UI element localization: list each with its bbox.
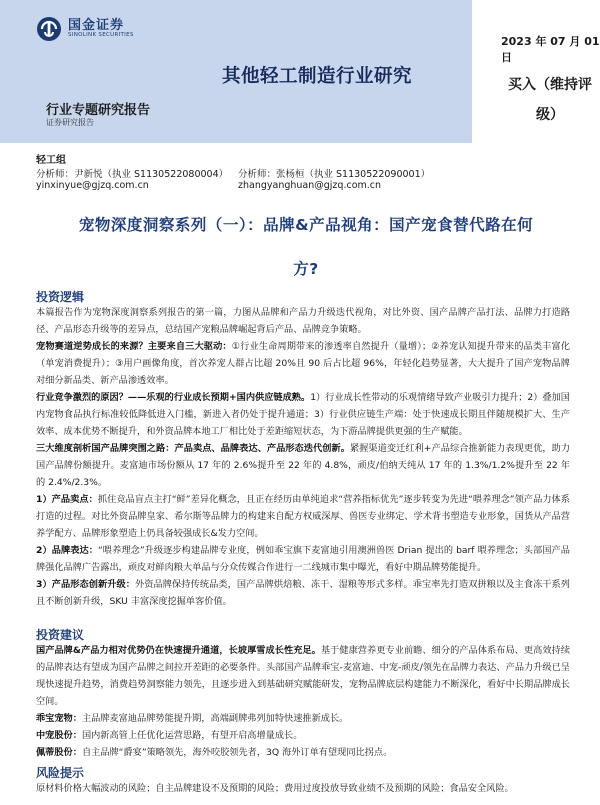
rating-line-2: 级） — [536, 107, 564, 123]
section-body-advice — [36, 642, 570, 761]
paragraph-lead: 中宠股份： — [36, 730, 82, 741]
investment-rating — [505, 70, 595, 130]
paragraph: 原材料价格大幅波动的风险；自主品牌建设不及预期的风险；费用过度投放导致业绩不及预期的风险；食品安全风险。 — [36, 783, 514, 794]
paragraph — [36, 576, 570, 610]
paragraph — [36, 440, 570, 491]
paragraph-lead: 1）产品卖点： — [36, 494, 98, 505]
paragraph-lead: 三大维度剖析国产品牌突围之路：产品卖点、品牌表达、产品形态迭代创新。 — [36, 443, 350, 454]
section-heading-logic: 投资逻辑 — [36, 290, 85, 304]
report-header-banner — [0, 0, 600, 143]
sinolink-logo-icon — [36, 16, 62, 42]
section-heading-risk: 风险提示 — [36, 766, 85, 780]
paragraph — [36, 744, 570, 761]
paragraph — [36, 710, 570, 727]
document-title-line-1: 宠物深度洞察系列（一）：品牌&产品视角：国产宠食替代路在何 — [78, 216, 534, 234]
report-subtype: 证券研究报告 — [46, 118, 94, 127]
paragraph-text: 自主品牌“爵宴”策略领先，海外咬胶领先者，3Q 海外订单有望现同比拐点。 — [81, 747, 393, 758]
paragraph-text: 紧握渠道变迁红利+产品综合推新能力表现更优，助力国产品牌份额提升。麦富迪市场份额从 17 年的 2.6%提升至 22 年的 4.8%，顽皮/伯纳天纯从 17 年的 1.3%/1.2%提升至 22 年的 2.4%/2.3%。 — [36, 443, 571, 488]
paragraph-text: 主品牌麦富迪品牌势能提升期，高端副牌弗列加特快速推新成长。 — [81, 713, 349, 724]
paragraph-lead: 国产品牌&产品力相对优势仍在快速提升通道，长坡厚雪成长性充足。 — [36, 645, 321, 656]
paragraph — [36, 542, 570, 576]
paragraph-text: 1）行业成长性带动的乐观情绪导致产业吸引力提升；2）叠加国内宠物食品执行标准较低降低进入门槛，新进入者仍处于提升通道；3）行业供应链生产端：处于快速成长期且伴随规模扩大、生产效率、成本优势不断提升，和外资品牌本地工厂相比处于差距缩短状态，为下游品牌提供更强的生产赋能。 — [36, 392, 570, 437]
report-title: 其他轻工制造行业研究 — [222, 66, 413, 87]
logo-name-en: SINOLINK SECURITIES — [68, 31, 134, 38]
paragraph-lead: 佩蒂股份： — [36, 747, 82, 758]
paragraph-text: 基于健康营养更专业前瞻、细分的产品体系布局、更高效持续的品牌表达有望成为国产品牌之间拉开差距的必要条件。头部国产品牌乖宝-麦富迪、中宠-顽皮/领先在品牌力表达、产品力升级已呈现快速提升趋势，消费趋势洞察能力领先，且逐步进入到基础研究赋能研发，宠物品牌底层构建能力不断深化，看好中长期品牌成长空间。 — [36, 645, 570, 707]
analyst-2-email[interactable]: zhangyanghuan@gjzq.com.cn — [238, 180, 382, 191]
analyst-2: 分析师：张杨桓（执业 S1130522090001） — [238, 169, 431, 180]
paragraph — [36, 642, 570, 710]
paragraph: 本篇报告作为宠物深度洞察系列报告的第一篇，力图从品牌和产品力升级迭代视角，对比外资、国产品牌产品打法、品牌力打造路径、产品形态升级等的差异点，总结国产宠粮品牌崛起背后产品、品牌竞争策略。 — [36, 307, 570, 335]
paragraph — [36, 338, 570, 389]
paragraph-lead: 宠物赛道逆势成长的来源？主要来自三大驱动： — [36, 341, 232, 352]
paragraph-text: ①行业生命周期带来的渗透率自然提升（量增）；②养宠认知提升带来的品类丰富化（单宠消费提升）；③用户画像角度，首次养宠人群占比超 20%且 90 后占比超 96%，年轻化趋势显著，大大提升了国产宠物品牌对细分新品类、新产品渗透效率。 — [36, 341, 570, 386]
email-row — [36, 180, 382, 191]
paragraph-text: 国内新高管上任优化运营思路，有望开启高增量成长。 — [81, 730, 303, 741]
report-date: 2023 年 07 月 01 日 — [501, 35, 600, 64]
paragraph — [36, 727, 570, 744]
document-title-line-2: 方? — [293, 260, 319, 278]
paragraph-lead: 2）品牌表达： — [36, 545, 98, 556]
paragraph-text: 外资品牌保持传统品类，国产品牌烘焙粮、冻干、湿粮等形式多样。乖宝率先打造双拼粮以及主食冻干系列且不断创新升级，SKU 丰富深度挖掘单客价值。 — [36, 579, 570, 607]
paragraph-text: “喂养理念”升级逐步构建品牌专业度，例如乖宝旗下麦富迪引用澳洲兽医 Drian 提出的 barf 喂养理念；头部国产品牌强化品牌广告露出，顽皮对鲜肉粮大单品与分众传媒合作进行一二线城市集中曝光，看好中期品牌势能提升。 — [36, 545, 570, 573]
document-title — [36, 203, 576, 291]
analyst-row — [36, 166, 431, 180]
paragraph — [36, 491, 570, 542]
analyst-1: 分析师：尹新悦（执业 S1130522080004） — [36, 169, 229, 180]
analyst-1-email[interactable]: yinxinyue@gjzq.com.cn — [36, 180, 149, 191]
section-body-risk — [36, 780, 570, 797]
section-heading-advice: 投资建议 — [36, 628, 85, 642]
logo-name-cn: 国金证券 — [68, 18, 125, 34]
section-body-logic — [36, 304, 570, 610]
rating-line-1: 买入（维持评 — [508, 77, 592, 93]
paragraph — [36, 389, 570, 440]
paragraph-lead: 3）产品形态创新升级： — [36, 579, 136, 590]
paragraph-text: 抓住竞品盲点主打“鲜”差异化概念，且正在经历由单纯追求“营养指标优先”逐步转变为先进“喂养理念”领产品力体系打造的过程。对比外资品牌皇家、希尔斯等品牌力的构建来自配方权威深厚、兽医专业绑定、学术背书塑造专业形象，国货从产品营养学配方、品牌形象塑造上仍具备较强成长&发力空间。 — [36, 494, 570, 539]
company-logo — [36, 16, 134, 42]
paragraph-lead: 行业竞争激烈的原因？——乐观的行业成长预期+国内供应链成熟。 — [36, 392, 311, 403]
paragraph-lead: 乖宝宠物： — [36, 713, 82, 724]
sector-label: 轻工组 — [36, 155, 66, 166]
report-type: 行业专题研究报告 — [46, 103, 151, 118]
